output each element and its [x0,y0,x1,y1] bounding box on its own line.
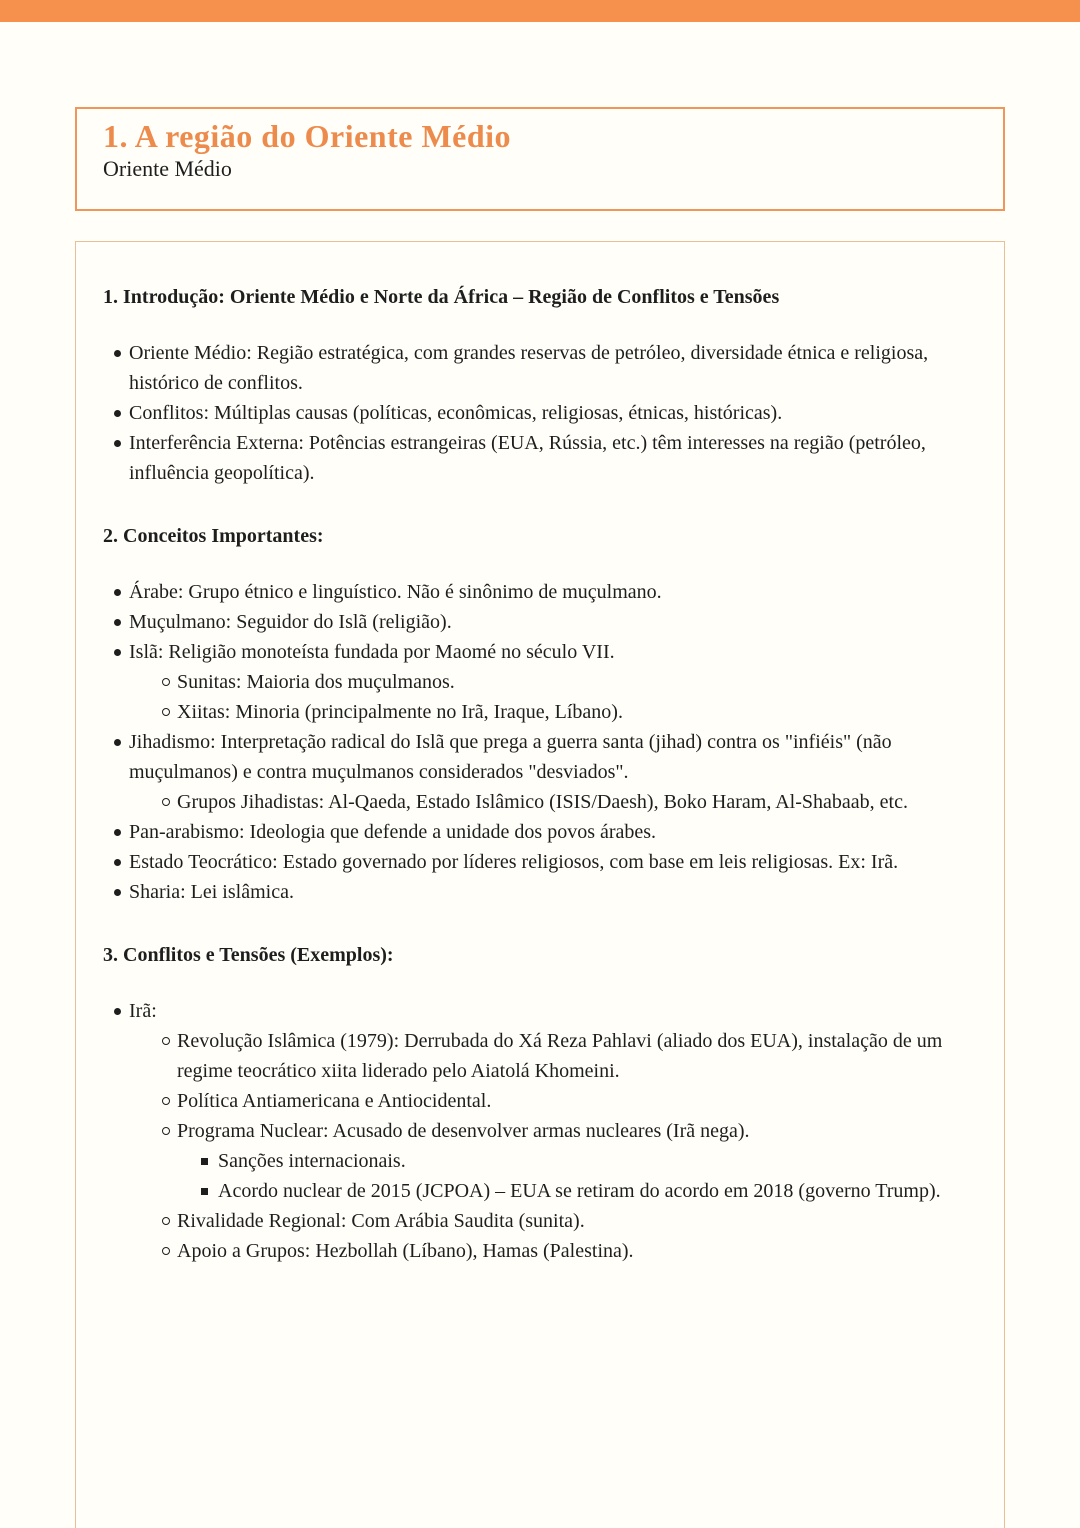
section-conceitos [103,521,970,907]
list-item: Rivalidade Regional: Com Arábia Saudita (sunita). [103,1206,970,1236]
list-item: Conflitos: Múltiplas causas (políticas, econômicas, religiosas, étnicas, históricas). [103,398,970,428]
list-item: Xiitas: Minoria (principalmente no Irã, Iraque, Líbano). [103,697,970,727]
list-item: Sanções internacionais. [103,1146,970,1176]
list-item: Apoio a Grupos: Hezbollah (Líbano), Hamas (Palestina). [103,1236,970,1266]
section-heading: 3. Conflitos e Tensões (Exemplos): [103,944,394,966]
list-item: Sharia: Lei islâmica. [103,877,970,907]
list-item: Política Antiamericana e Antiocidental. [103,1086,970,1116]
list-item: Acordo nuclear de 2015 (JCPOA) – EUA se retiram do acordo em 2018 (governo Trump). [103,1176,970,1206]
bullet-list [103,338,970,488]
list-item: Jihadismo: Interpretação radical do Islã que prega a guerra santa (jihad) contra os "infiéis" (não muçulmanos) e contra muçulmanos considerados "desviados". [103,727,970,787]
list-item: Pan-arabismo: Ideologia que defende a unidade dos povos árabes. [103,817,970,847]
list-item: Irã: [103,996,970,1026]
list-item: Oriente Médio: Região estratégica, com grandes reservas de petróleo, diversidade étnica e religiosa, histórico de conflitos. [103,338,970,398]
list-item: Árabe: Grupo étnico e linguístico. Não é sinônimo de muçulmano. [103,577,970,607]
page-subtitle: Oriente Médio [103,156,232,181]
page-title: 1. A região do Oriente Médio [103,118,512,154]
bullet-list [103,996,970,1266]
section-conflitos [103,940,970,1266]
list-item: Grupos Jihadistas: Al-Qaeda, Estado Islâmico (ISIS/Daesh), Boko Haram, Al-Shabaab, etc. [103,787,970,817]
list-item: Revolução Islâmica (1979): Derrubada do Xá Reza Pahlavi (aliado dos EUA), instalação de um regime teocrático xiita liderado pelo Aiatolá Khomeini. [103,1026,970,1086]
top-accent-bar [0,0,1080,22]
section-introducao [103,282,970,488]
section-heading: 1. Introdução: Oriente Médio e Norte da África – Região de Conflitos e Tensões [103,286,780,308]
list-item: Estado Teocrático: Estado governado por líderes religiosos, com base em leis religiosas. Ex: Irã. [103,847,970,877]
content-box [75,241,1005,1528]
list-item: Sunitas: Maioria dos muçulmanos. [103,667,970,697]
title-box [75,107,1005,211]
list-item: Islã: Religião monoteísta fundada por Maomé no século VII. [103,637,970,667]
list-item: Programa Nuclear: Acusado de desenvolver armas nucleares (Irã nega). [103,1116,970,1146]
list-item: Interferência Externa: Potências estrangeiras (EUA, Rússia, etc.) têm interesses na região (petróleo, influência geopolítica). [103,428,970,488]
section-heading: 2. Conceitos Importantes: [103,525,324,547]
bullet-list [103,577,970,907]
list-item: Muçulmano: Seguidor do Islã (religião). [103,607,970,637]
